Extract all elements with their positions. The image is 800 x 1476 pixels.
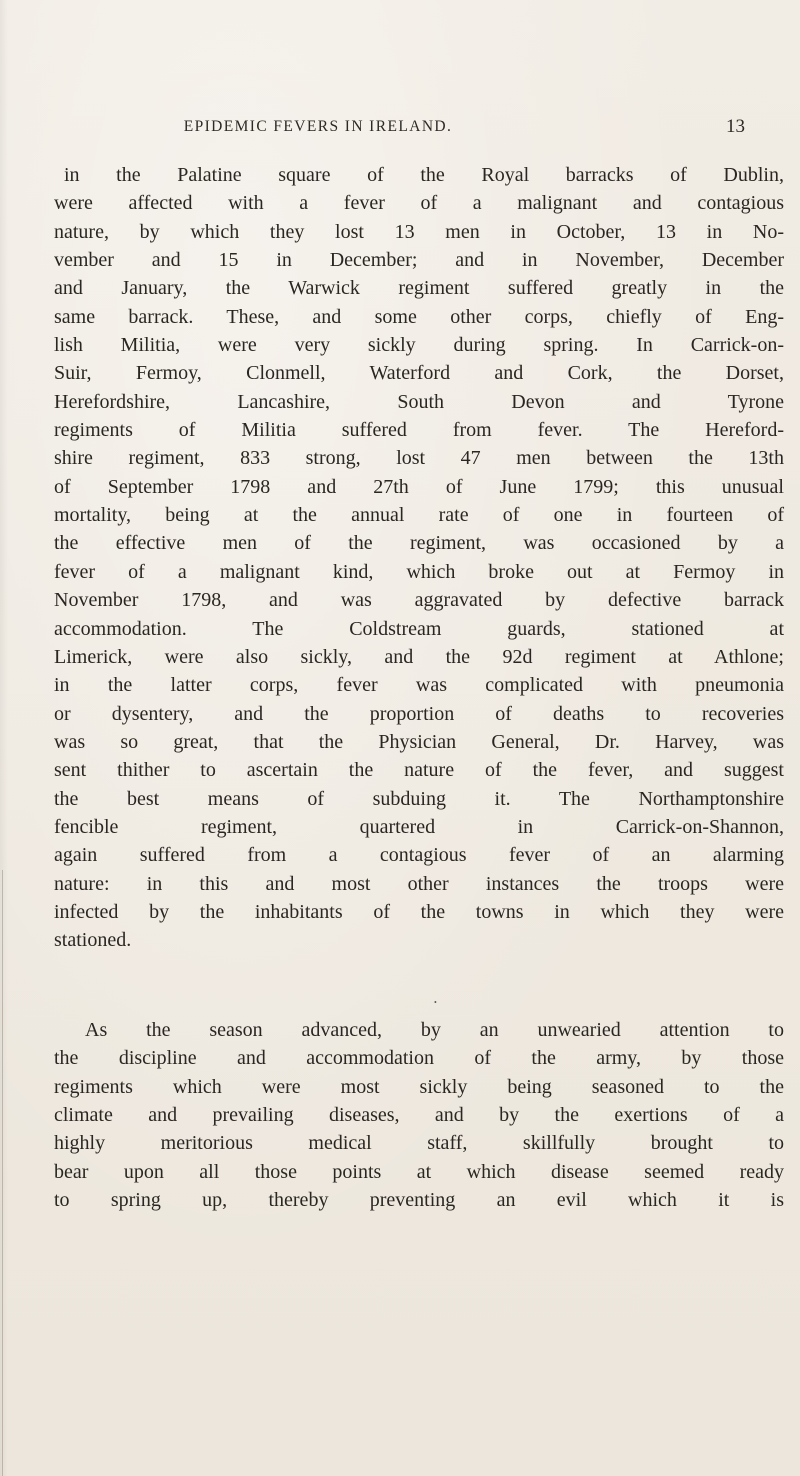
running-title: EPIDEMIC FEVERS IN IRELAND. xyxy=(183,118,453,135)
text-line: fever of a malignant kind, which broke out at Fermoy in xyxy=(54,560,784,583)
text-line: bear upon all those points at which disease seemed ready xyxy=(54,1160,784,1183)
text-line: mortality, being at the annual rate of one in fourteen of xyxy=(54,504,784,527)
text-line: nature: in this and most other instances the troops were xyxy=(54,872,784,895)
text-line: Limerick, were also sickly, and the 92d regiment at Athlone; xyxy=(54,645,784,668)
text-line: lish Militia, were very sickly during spring. In Carrick-on- xyxy=(54,334,784,357)
text-line: accommodation. The Coldstream guards, stationed at xyxy=(54,617,784,640)
ink-speck: • xyxy=(434,998,437,1007)
binding-gutter-line xyxy=(2,870,3,1476)
text-line: same barrack. These, and some other corps, chiefly of Eng- xyxy=(54,305,784,328)
text-line: to spring up, thereby preventing an evil which it is xyxy=(54,1189,784,1212)
text-line: highly meritorious medical staff, skillfully brought to xyxy=(54,1132,784,1155)
text-line: regiments of Militia suffered from fever. The Hereford- xyxy=(54,419,784,442)
text-line: Herefordshire, Lancashire, South Devon and Tyrone xyxy=(54,390,784,413)
text-line: were affected with a fever of a malignant and contagious xyxy=(54,192,784,215)
text-line: nature, by which they lost 13 men in October, 13 in No- xyxy=(54,220,784,243)
text-line: vember and 15 in December; and in November, December xyxy=(54,249,784,272)
text-line: climate and prevailing diseases, and by the exertions of a xyxy=(54,1104,784,1127)
text-line: in the Palatine square of the Royal barracks of Dublin, xyxy=(64,164,784,186)
text-line: sent thither to ascertain the nature of the fever, and suggest xyxy=(54,759,784,782)
paragraph-1 xyxy=(54,161,784,955)
text-line: the best means of subduing it. The Northamptonshire xyxy=(54,787,784,810)
text-line: was so great, that the Physician General, Dr. Harvey, was xyxy=(54,730,784,753)
text-line: As the season advanced, by an unwearied attention to xyxy=(85,1019,784,1041)
paragraph-2 xyxy=(54,1016,784,1214)
running-head xyxy=(0,118,800,142)
text-line: shire regiment, 833 strong, lost 47 men between the 13th xyxy=(54,447,784,470)
text-line: in the latter corps, fever was complicated with pneumonia xyxy=(54,674,784,697)
text-line: the discipline and accommodation of the army, by those xyxy=(54,1047,784,1070)
text-line: Suir, Fermoy, Clonmell, Waterford and Cork, the Dorset, xyxy=(54,362,784,385)
text-line: fencible regiment, quartered in Carrick-on-Shannon, xyxy=(54,815,784,838)
text-line: November 1798, and was aggravated by defective barrack xyxy=(54,589,784,612)
text-line: again suffered from a contagious fever of an alarming xyxy=(54,844,784,867)
page-number: 13 xyxy=(726,116,745,137)
text-line: stationed. xyxy=(54,929,132,952)
text-line: of September 1798 and 27th of June 1799; this unusual xyxy=(54,475,784,498)
text-line: the effective men of the regiment, was occasioned by a xyxy=(54,532,784,555)
text-line: infected by the inhabitants of the towns in which they were xyxy=(54,900,784,923)
text-line: or dysentery, and the proportion of deaths to recoveries xyxy=(54,702,784,725)
text-line: and January, the Warwick regiment suffered greatly in the xyxy=(54,277,784,300)
text-line: regiments which were most sickly being seasoned to the xyxy=(54,1075,784,1098)
